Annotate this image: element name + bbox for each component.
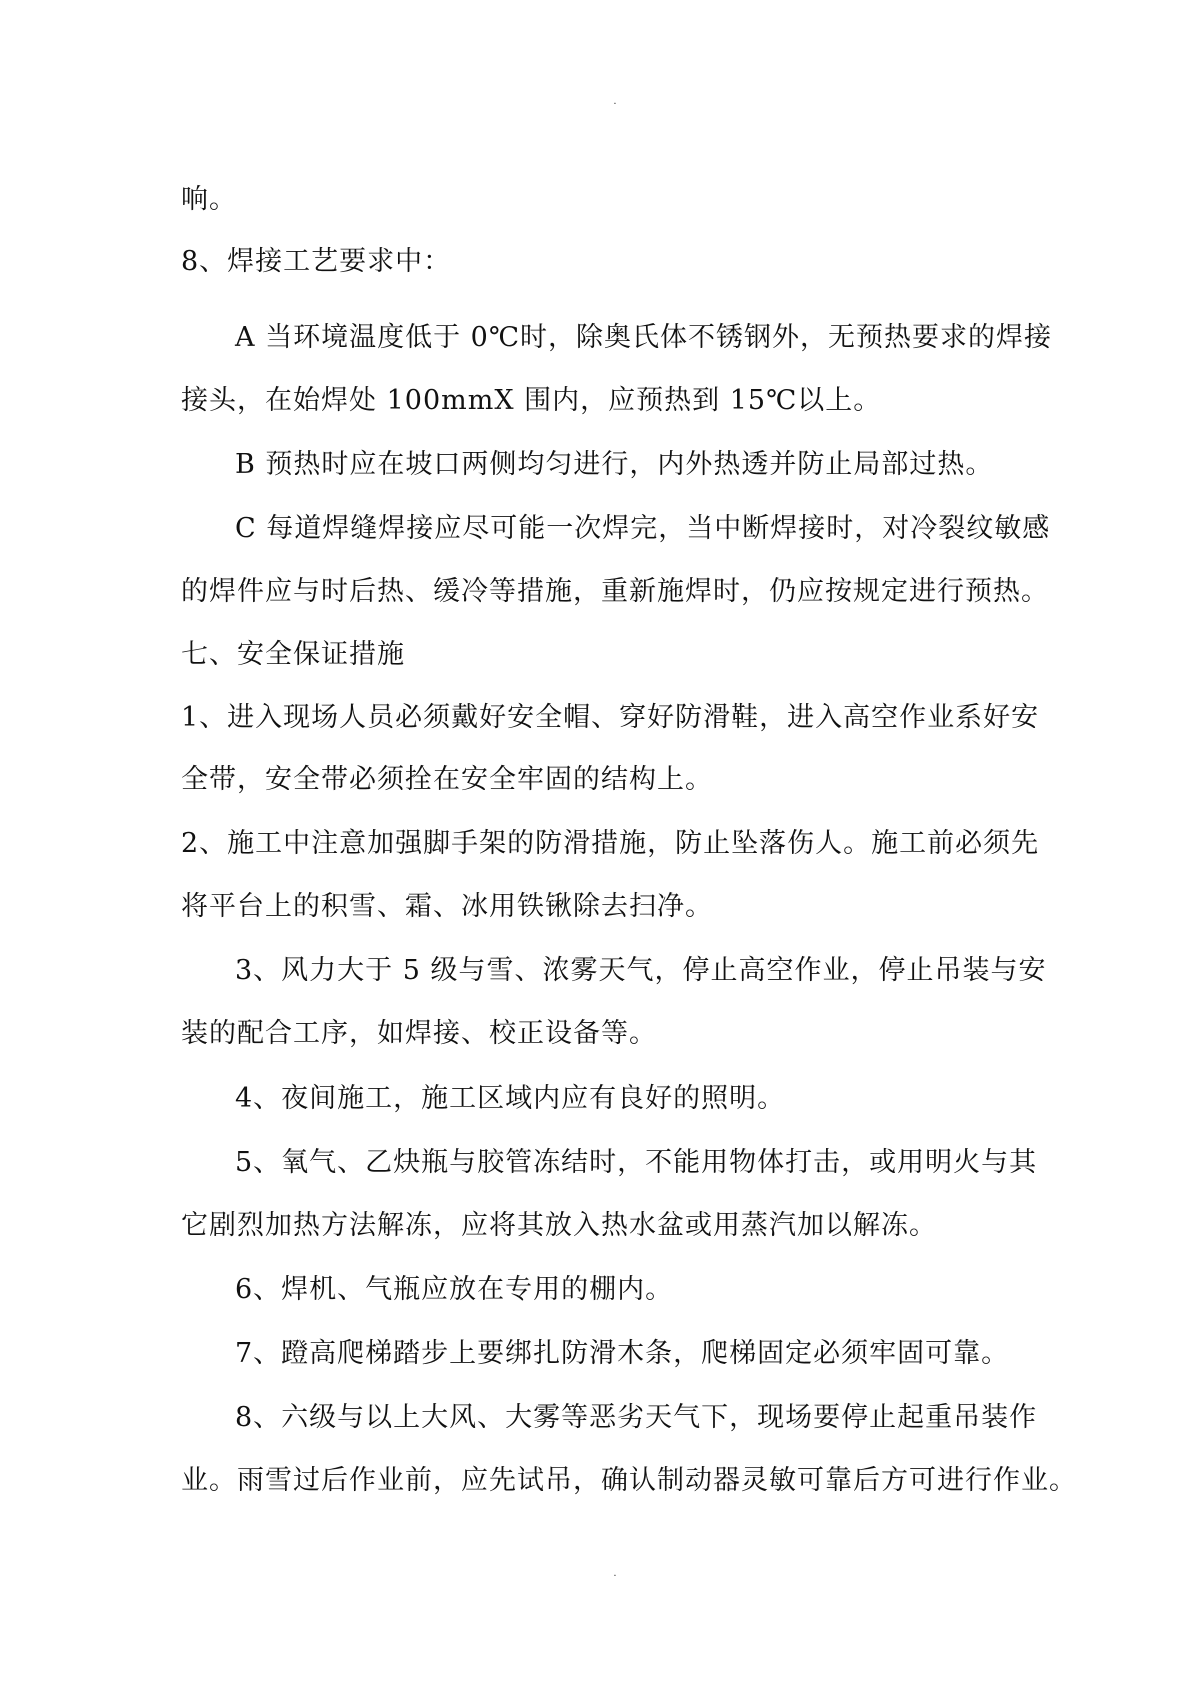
text-line: 装的配合工序，如焊接、校正设备等。 [181,1018,657,1049]
text-line: 7、蹬高爬梯踏步上要绑扎防滑木条，爬梯固定必须牢固可靠。 [235,1338,1010,1369]
text-line: A 当环境温度低于 0℃时，除奥氏体不锈钢外，无预热要求的焊接 [235,322,1053,353]
text-line: 6、焊机、气瓶应放在专用的棚内。 [235,1274,674,1305]
text-line: 2、施工中注意加强脚手架的防滑措施，防止坠落伤人。施工前必须先 [181,828,1040,859]
text-line: 将平台上的积雪、霜、冰用铁锹除去扫净。 [181,891,713,922]
text-line: 响。 [181,184,237,215]
text-line: 3、风力大于 5 级与雪、浓雾天气，停止高空作业，停止吊装与安 [235,955,1047,986]
text-line: 业。雨雪过后作业前，应先试吊，确认制动器灵敏可靠后方可进行作业。 [181,1465,1077,1496]
text-line: 它剧烈加热方法解冻，应将其放入热水盆或用蒸汽加以解冻。 [181,1210,937,1241]
text-line: 1、进入现场人员必须戴好安全帽、穿好防滑鞋，进入高空作业系好安 [181,702,1040,733]
text-line: 5、氧气、乙炔瓶与胶管冻结时，不能用物体打击，或用明火与其 [235,1147,1038,1178]
text-line: 4、夜间施工，施工区域内应有良好的照明。 [235,1083,786,1114]
footer-mark: . [613,1568,617,1579]
text-line: 8、六级与以上大风、大雾等恶劣天气下，现场要停止起重吊装作 [235,1402,1038,1433]
section-heading: 七、安全保证措施 [181,639,405,670]
text-line: 全带，安全带必须拴在安全牢固的结构上。 [181,764,713,795]
text-line: 的焊件应与时后热、缓冷等措施，重新施焊时，仍应按规定进行预热。 [181,576,1049,607]
text-line: 接头，在始焊处 100mmX 围内，应预热到 15℃以上。 [181,385,882,416]
text-line: C 每道焊缝焊接应尽可能一次焊完，当中断焊接时，对冷裂纹敏感 [235,513,1051,544]
header-mark: . [613,96,617,107]
text-line: 8、焊接工艺要求中： [181,246,452,277]
text-line: B 预热时应在坡口两侧均匀进行，内外热透并防止局部过热。 [235,449,994,480]
